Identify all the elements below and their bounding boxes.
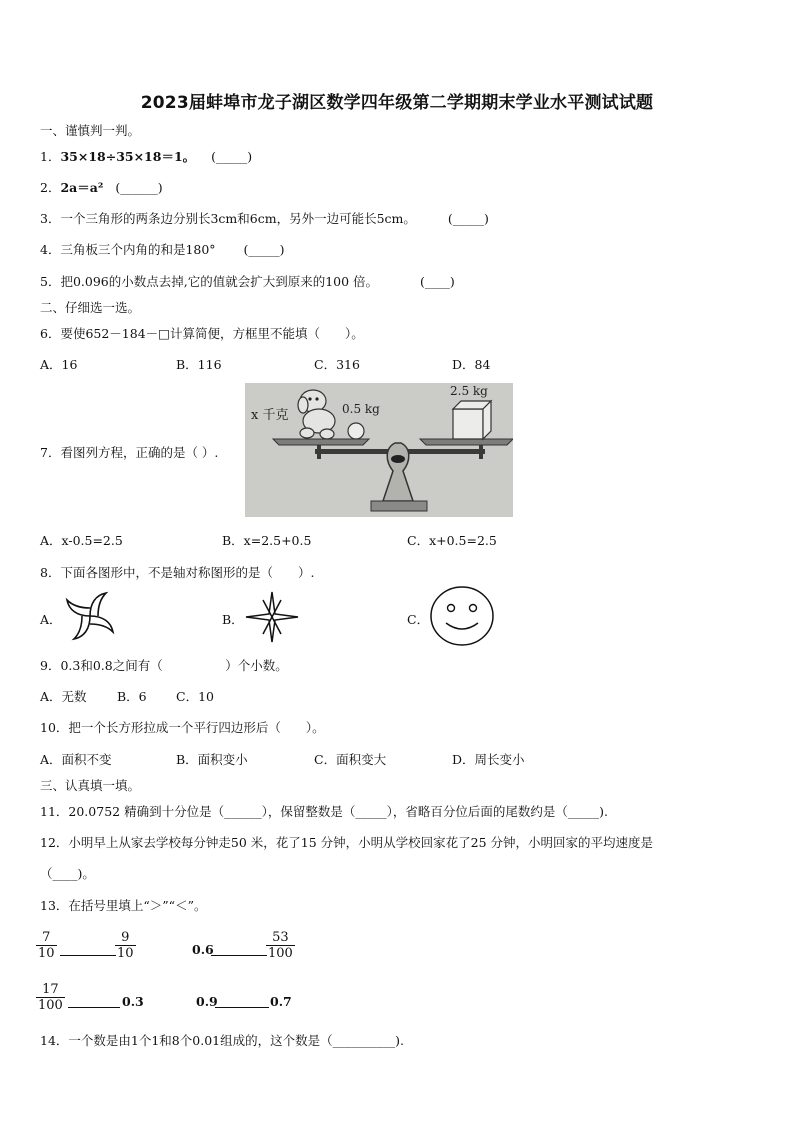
question-text: 把0.096的小数点去掉,它的值就会扩大到原来的100 倍。 xyxy=(60,274,379,289)
compare-right-value: 0.3 xyxy=(122,994,144,1009)
answer-blank[interactable]: (_____) xyxy=(243,242,285,257)
question-number: 2． xyxy=(40,180,61,195)
option-c[interactable]: C．10 xyxy=(176,689,214,704)
question-number: 4． xyxy=(40,242,61,257)
question-11 xyxy=(40,802,608,820)
question-text: 把一个长方形拉成一个平行四边形后（ ）。 xyxy=(68,720,325,735)
option-d[interactable]: D．84 xyxy=(452,357,491,372)
option-a[interactable]: A． xyxy=(40,612,62,627)
question-6 xyxy=(40,324,364,342)
question-10 xyxy=(40,718,325,736)
fraction xyxy=(36,930,57,961)
fraction xyxy=(115,930,136,961)
question-number: 7． xyxy=(40,445,61,460)
question-text: 一个三角形的两条边分别长3cm和6cm，另外一边可能长5cm。 xyxy=(60,211,416,226)
option-b[interactable]: B．116 xyxy=(176,357,222,372)
question-number: 9． xyxy=(40,658,61,673)
question-1 xyxy=(40,147,252,165)
question-14 xyxy=(40,1031,404,1049)
compare-left-value: 0.6 xyxy=(192,942,214,957)
star-cross-icon[interactable] xyxy=(243,590,301,644)
question-text: 35×18÷35×18＝1。 xyxy=(60,149,196,164)
option-a[interactable]: A．x-0.5=2.5 xyxy=(40,533,123,548)
option-a[interactable]: A．16 xyxy=(40,357,78,372)
page-title: 2023届蚌埠市龙子湖区数学四年级第二学期期末学业水平测试试题 xyxy=(140,93,654,113)
option-c[interactable]: C．316 xyxy=(314,357,360,372)
question-number: 14． xyxy=(40,1033,69,1048)
section-heading-choose: 二、仔细选一选。 xyxy=(40,300,141,315)
question-text: 下面各图形中，不是轴对称图形的是（ ）. xyxy=(60,565,315,580)
option-b[interactable]: B．6 xyxy=(117,689,147,704)
question-text: 在括号里填上“＞”“＜”。 xyxy=(68,898,207,913)
question-5 xyxy=(40,272,455,290)
numerator: 7 xyxy=(42,930,51,945)
question-12 xyxy=(40,833,653,851)
denominator: 100 xyxy=(38,998,63,1013)
smiley-icon[interactable] xyxy=(429,585,495,647)
option-d[interactable]: D．周长变小 xyxy=(452,752,525,767)
denominator: 10 xyxy=(117,946,134,961)
numerator: 9 xyxy=(121,930,130,945)
balance-scale-image xyxy=(245,383,513,517)
question-number: 3． xyxy=(40,211,61,226)
question-13 xyxy=(40,896,206,914)
compare-blank[interactable] xyxy=(60,955,116,956)
option-b[interactable]: B．面积变小 xyxy=(176,752,248,767)
compare-blank[interactable] xyxy=(211,955,267,956)
question-number: 1． xyxy=(40,149,61,164)
question-number: 13． xyxy=(40,898,69,913)
compare-right-value: 0.7 xyxy=(270,994,292,1009)
numerator: 17 xyxy=(42,982,59,997)
option-c[interactable]: C．x+0.5=2.5 xyxy=(407,533,497,548)
answer-blank[interactable]: (____) xyxy=(420,274,455,289)
question-9 xyxy=(40,656,288,674)
option-b[interactable]: B．x=2.5+0.5 xyxy=(222,533,312,548)
question-text: 2a＝a² xyxy=(60,180,104,195)
fraction xyxy=(266,930,295,961)
question-number: 8． xyxy=(40,565,61,580)
question-text: 看图列方程，正确的是（ ）. xyxy=(60,445,219,460)
option-b[interactable]: B． xyxy=(222,612,244,627)
compare-blank[interactable] xyxy=(215,1007,269,1008)
denominator: 10 xyxy=(38,946,55,961)
question-2 xyxy=(40,178,163,196)
compare-blank[interactable] xyxy=(68,1007,120,1008)
label-box-weight: 2.5 kg xyxy=(450,384,488,398)
question-text: 小明早上从家去学校每分钟走50 米，花了15 分钟，小明从学校回家花了25 分钟，小明回家的平均速度是 xyxy=(68,835,654,850)
question-4 xyxy=(40,240,285,258)
question-number: 11． xyxy=(40,804,69,819)
question-number: 10． xyxy=(40,720,69,735)
option-a[interactable]: A．无数 xyxy=(40,689,87,704)
question-text: 三角板三个内角的和是180° xyxy=(60,242,216,257)
answer-blank[interactable]: (_____) xyxy=(211,149,253,164)
fraction xyxy=(36,982,65,1013)
compare-left-value: 0.9 xyxy=(196,994,218,1009)
pinwheel-icon[interactable] xyxy=(60,589,120,643)
question-8 xyxy=(40,563,314,581)
balance-scale-drawing xyxy=(245,383,513,517)
question-7 xyxy=(40,443,218,461)
question-3 xyxy=(40,209,489,227)
label-x-kg: x 千克 xyxy=(251,408,289,423)
question-12-blank[interactable]: （____)。 xyxy=(40,866,95,881)
question-text: 0.3和0.8之间有（ ）个小数。 xyxy=(60,658,288,673)
question-number: 12． xyxy=(40,835,69,850)
section-heading-fill: 三、认真填一填。 xyxy=(40,778,141,793)
question-text: 20.0752 精确到十分位是（______），保留整数是（_____），省略百分位后面的尾数约是（_____). xyxy=(68,804,608,819)
question-number: 5． xyxy=(40,274,61,289)
section-heading-judge: 一、谨慎判一判。 xyxy=(40,123,141,138)
numerator: 53 xyxy=(272,930,289,945)
answer-blank[interactable]: (______) xyxy=(115,180,163,195)
question-number: 6． xyxy=(40,326,61,341)
question-text: 一个数是由1个1和8个0.01组成的，这个数是（__________). xyxy=(68,1033,404,1048)
answer-blank[interactable]: (_____) xyxy=(447,211,489,226)
option-c[interactable]: C． xyxy=(407,612,430,627)
option-c[interactable]: C．面积变大 xyxy=(314,752,387,767)
label-ball-weight: 0.5 kg xyxy=(342,402,380,416)
denominator: 100 xyxy=(268,946,293,961)
option-a[interactable]: A．面积不变 xyxy=(40,752,112,767)
question-text: 要使652－184－□计算简便，方框里不能填（ ）。 xyxy=(60,326,364,341)
